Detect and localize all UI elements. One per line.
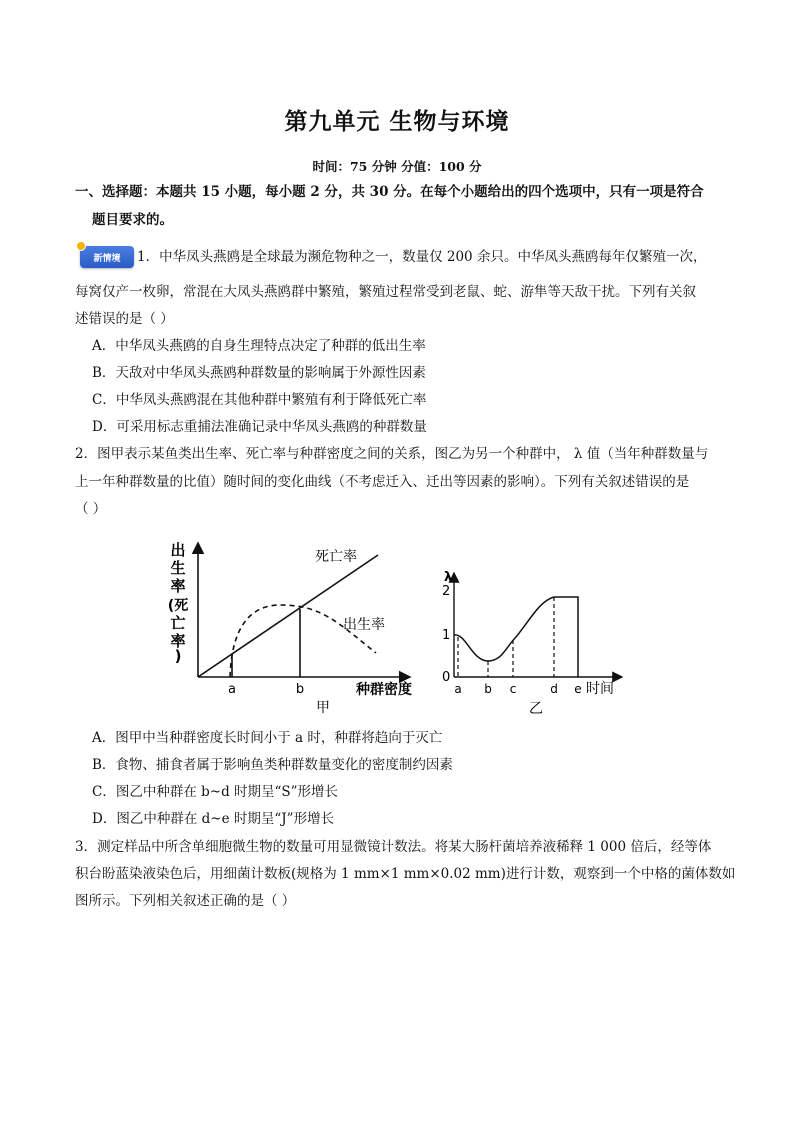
q1-stem-line-1: 1．中华凤头燕鸥是全球最为濒危物种之一，数量仅 200 余只。中华凤头燕鸥每年仅繁殖一次， xyxy=(137,249,707,265)
y-label-char: 率 xyxy=(170,632,186,650)
q3-stem-line-1: 3．测定样品中所含单细胞微生物的数量可用显微镜计数法。将某大肠杆菌培养液稀释 1 000 倍后，经等体 xyxy=(75,839,712,855)
y-label-char: 率 xyxy=(170,577,186,595)
x-tick-a: a xyxy=(228,682,236,697)
y-label-char: (死 xyxy=(167,598,189,614)
x-axis-label: 种群密度 xyxy=(356,682,412,698)
y-label-char: ) xyxy=(174,647,182,665)
y-label-char: 出 xyxy=(170,541,186,559)
y-label-char: 亡 xyxy=(170,614,186,632)
lambda-curve xyxy=(454,597,578,677)
figure-caption-jia: 甲 xyxy=(316,700,330,716)
q2-stem-line-3: （ ） xyxy=(75,501,107,517)
q3-stem-line-2: 积台盼蓝染液染色后，用细菌计数板(规格为 1 mm×1 mm×0.02 mm)进行计数，观察到一个中格的菌体数如 xyxy=(75,866,736,882)
x-tick-b: b xyxy=(295,682,305,697)
q2-option-a: A．图甲中当种群密度长时间小于 a 时，种群将趋向于灭亡 xyxy=(92,730,443,746)
q3-stem-line-3: 图所示。下列相关叙述正确的是（ ） xyxy=(75,893,296,909)
death-rate-label: 死亡率 xyxy=(315,549,357,565)
q1-option-a: A．中华凤头燕鸥的自身生理特点决定了种群的低出生率 xyxy=(92,338,426,354)
q1-option-b: B．天敌对中华凤头燕鸥种群数量的影响属于外源性因素 xyxy=(92,365,426,381)
death-rate-line xyxy=(198,555,378,677)
q1-option-c: C．中华凤头燕鸥混在其他种群中繁殖有利于降低死亡率 xyxy=(92,392,427,408)
x-tick-e: e xyxy=(574,682,582,696)
x-tick-b: b xyxy=(484,682,492,696)
section-heading-line-1: 一、选择题：本题共 15 小题，每小题 2 分，共 30 分。在每个小题给出的四个选项中，只有一项是符合 xyxy=(75,184,704,200)
x-tick-d: d xyxy=(550,682,558,696)
q2-stem-line-1: 2．图甲表示某鱼类出生率、死亡率与种群密度之间的关系，图乙为另一个种群中， λ 值（当年种群数量与 xyxy=(75,446,709,462)
x-tick-c: c xyxy=(509,682,517,696)
y-tick-1: 1 xyxy=(442,628,451,643)
figure-caption-yi: 乙 xyxy=(529,701,543,717)
q1-option-d: D．可采用标志重捕法准确记录中华凤头燕鸥的种群数量 xyxy=(92,419,427,435)
q2-option-d: D．图乙中种群在 d~e 时期呈“J”形增长 xyxy=(92,811,335,827)
section-heading-line-2: 题目要求的。 xyxy=(92,212,173,228)
y-tick-0: 0 xyxy=(442,670,451,685)
q1-stem-line-3: 述错误的是（ ） xyxy=(75,311,174,327)
new-context-badge: 新情境 xyxy=(80,246,134,268)
exam-meta: 时间：75 分钟 分值：100 分 xyxy=(312,159,482,174)
q1-stem-line-2: 每窝仅产一枚卵，常混在大凤头燕鸥群中繁殖，繁殖过程常受到老鼠、蛇、游隼等天敌干扰。下列有关叙 xyxy=(75,284,696,300)
q2-stem-line-2: 上一年种群数量的比值）随时间的变化曲线（不考虑迁入、迁出等因素的影响）。下列有关叙述错误的是 xyxy=(75,474,690,490)
q2-option-c: C．图乙中种群在 b~d 时期呈“S”形增长 xyxy=(92,784,339,800)
figure-yi xyxy=(436,565,636,720)
birth-rate-label: 出生率 xyxy=(343,617,385,633)
y-tick-2: 2 xyxy=(442,584,451,599)
page-title: 第九单元 生物与环境 xyxy=(284,109,510,135)
figure-jia xyxy=(160,535,430,720)
x-tick-a: a xyxy=(454,682,462,696)
x-axis-label: 时间 xyxy=(586,681,614,697)
q2-option-b: B．食物、捕食者属于影响鱼类种群数量变化的密度制约因素 xyxy=(92,757,453,773)
y-axis-label: λ xyxy=(444,570,453,585)
y-label-char: 生 xyxy=(170,559,186,577)
